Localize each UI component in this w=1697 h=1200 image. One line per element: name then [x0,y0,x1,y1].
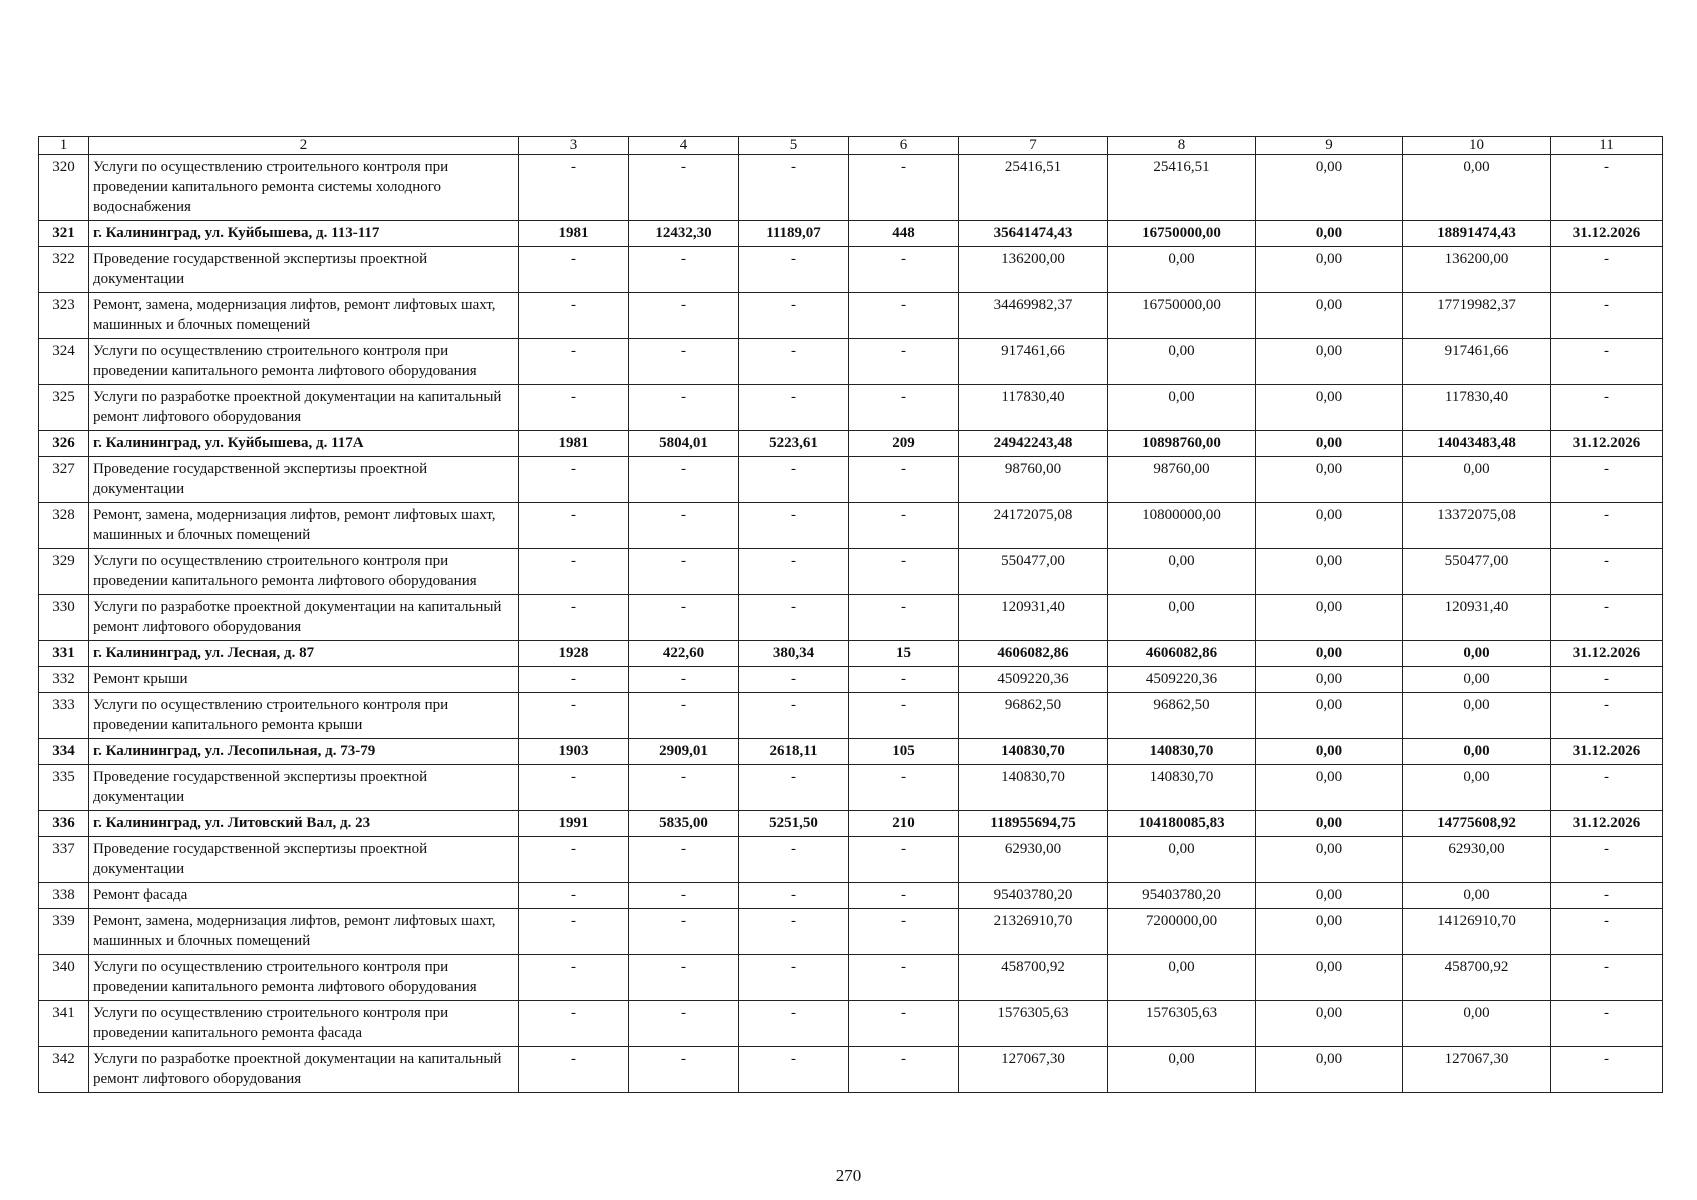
cell-total-area: - [629,549,739,595]
cell-row-number: 336 [39,811,89,837]
cell-work-description: г. Калининград, ул. Куйбышева, д. 117А [89,431,519,457]
cell-budget-cost: 0,00 [1256,595,1403,641]
cell-total-area: 5804,01 [629,431,739,457]
cell-completion-date: - [1551,1047,1663,1093]
cell-total-cost: 458700,92 [959,955,1108,1001]
cell-total-area: - [629,837,739,883]
cell-total-cost: 24942243,48 [959,431,1108,457]
cell-residents: - [849,339,959,385]
cell-living-area: - [739,955,849,1001]
work-item-row [39,503,1663,549]
work-item-row [39,883,1663,909]
header-cell: 6 [849,137,959,155]
cell-work-description: г. Калининград, ул. Литовский Вал, д. 23 [89,811,519,837]
cell-owners-cost: 0,00 [1403,739,1551,765]
work-item-row [39,549,1663,595]
cell-completion-date: - [1551,247,1663,293]
cell-budget-cost: 0,00 [1256,549,1403,595]
cell-total-area: - [629,667,739,693]
register-table [38,136,1663,1093]
header-cell: 11 [1551,137,1663,155]
cell-total-cost: 917461,66 [959,339,1108,385]
cell-fund-cost: 104180085,83 [1108,811,1256,837]
cell-total-cost: 98760,00 [959,457,1108,503]
cell-row-number: 334 [39,739,89,765]
cell-fund-cost: 0,00 [1108,837,1256,883]
cell-fund-cost: 10800000,00 [1108,503,1256,549]
cell-total-area: - [629,909,739,955]
cell-fund-cost: 16750000,00 [1108,293,1256,339]
cell-budget-cost: 0,00 [1256,1047,1403,1093]
cell-total-area: 5835,00 [629,811,739,837]
cell-living-area: - [739,837,849,883]
cell-row-number: 326 [39,431,89,457]
cell-row-number: 338 [39,883,89,909]
cell-completion-date: 31.12.2026 [1551,811,1663,837]
cell-completion-date: - [1551,503,1663,549]
header-cell: 8 [1108,137,1256,155]
cell-year-built: - [519,837,629,883]
cell-living-area: - [739,155,849,221]
cell-owners-cost: 18891474,43 [1403,221,1551,247]
cell-residents: - [849,155,959,221]
cell-owners-cost: 127067,30 [1403,1047,1551,1093]
cell-budget-cost: 0,00 [1256,955,1403,1001]
cell-total-cost: 24172075,08 [959,503,1108,549]
cell-work-description: г. Калининград, ул. Лесопильная, д. 73-79 [89,739,519,765]
cell-work-description: Проведение государственной экспертизы проектной документации [89,247,519,293]
cell-residents: - [849,909,959,955]
cell-fund-cost: 140830,70 [1108,765,1256,811]
cell-living-area: - [739,503,849,549]
cell-row-number: 333 [39,693,89,739]
cell-row-number: 327 [39,457,89,503]
cell-row-number: 322 [39,247,89,293]
cell-budget-cost: 0,00 [1256,1001,1403,1047]
cell-work-description: г. Калининград, ул. Куйбышева, д. 113-117 [89,221,519,247]
work-item-row [39,667,1663,693]
cell-total-area: - [629,595,739,641]
cell-total-area: - [629,247,739,293]
cell-total-area: - [629,955,739,1001]
cell-row-number: 341 [39,1001,89,1047]
cell-total-cost: 118955694,75 [959,811,1108,837]
cell-owners-cost: 0,00 [1403,457,1551,503]
cell-year-built: 1928 [519,641,629,667]
header-cell: 2 [89,137,519,155]
work-item-row [39,339,1663,385]
cell-fund-cost: 0,00 [1108,385,1256,431]
cell-row-number: 320 [39,155,89,221]
cell-budget-cost: 0,00 [1256,667,1403,693]
cell-fund-cost: 0,00 [1108,595,1256,641]
cell-budget-cost: 0,00 [1256,339,1403,385]
cell-budget-cost: 0,00 [1256,837,1403,883]
cell-owners-cost: 13372075,08 [1403,503,1551,549]
cell-living-area: - [739,457,849,503]
cell-residents: - [849,1001,959,1047]
cell-work-description: Услуги по разработке проектной документации на капитальный ремонт лифтового оборудования [89,385,519,431]
cell-row-number: 328 [39,503,89,549]
cell-year-built: - [519,667,629,693]
cell-completion-date: 31.12.2026 [1551,221,1663,247]
cell-year-built: - [519,595,629,641]
cell-completion-date: - [1551,293,1663,339]
cell-owners-cost: 0,00 [1403,667,1551,693]
cell-living-area: - [739,595,849,641]
cell-residents: - [849,837,959,883]
cell-work-description: Ремонт крыши [89,667,519,693]
cell-work-description: Ремонт, замена, модернизация лифтов, ремонт лифтовых шахт, машинных и блочных помещений [89,293,519,339]
cell-owners-cost: 0,00 [1403,155,1551,221]
cell-living-area: - [739,549,849,595]
cell-year-built: 1981 [519,431,629,457]
cell-total-cost: 25416,51 [959,155,1108,221]
cell-year-built: 1981 [519,221,629,247]
cell-total-cost: 34469982,37 [959,293,1108,339]
work-item-row [39,457,1663,503]
cell-year-built: - [519,1047,629,1093]
address-row [39,811,1663,837]
work-item-row [39,155,1663,221]
cell-year-built: - [519,385,629,431]
cell-fund-cost: 96862,50 [1108,693,1256,739]
cell-completion-date: 31.12.2026 [1551,739,1663,765]
cell-total-cost: 4606082,86 [959,641,1108,667]
cell-total-area: - [629,883,739,909]
cell-work-description: Услуги по разработке проектной документации на капитальный ремонт лифтового оборудования [89,1047,519,1093]
cell-owners-cost: 136200,00 [1403,247,1551,293]
cell-completion-date: - [1551,837,1663,883]
work-item-row [39,595,1663,641]
table-body [39,137,1663,1093]
cell-year-built: - [519,693,629,739]
cell-completion-date: 31.12.2026 [1551,431,1663,457]
cell-row-number: 332 [39,667,89,693]
cell-row-number: 324 [39,339,89,385]
work-item-row [39,293,1663,339]
address-row [39,641,1663,667]
cell-row-number: 325 [39,385,89,431]
cell-row-number: 339 [39,909,89,955]
cell-residents: - [849,503,959,549]
cell-work-description: Ремонт фасада [89,883,519,909]
cell-total-cost: 62930,00 [959,837,1108,883]
cell-fund-cost: 25416,51 [1108,155,1256,221]
address-row [39,221,1663,247]
address-row [39,431,1663,457]
cell-total-area: - [629,693,739,739]
cell-owners-cost: 0,00 [1403,641,1551,667]
cell-owners-cost: 0,00 [1403,765,1551,811]
cell-work-description: Ремонт, замена, модернизация лифтов, ремонт лифтовых шахт, машинных и блочных помещений [89,909,519,955]
cell-work-description: Услуги по осуществлению строительного контроля при проведении капитального ремонта крыши [89,693,519,739]
cell-year-built: - [519,339,629,385]
cell-residents: - [849,549,959,595]
cell-owners-cost: 0,00 [1403,693,1551,739]
cell-year-built: - [519,503,629,549]
cell-work-description: Услуги по осуществлению строительного контроля при проведении капитального ремонта лифтового оборудования [89,549,519,595]
cell-fund-cost: 95403780,20 [1108,883,1256,909]
cell-living-area: - [739,1047,849,1093]
cell-completion-date: - [1551,339,1663,385]
cell-completion-date: - [1551,155,1663,221]
work-item-row [39,1047,1663,1093]
cell-year-built: - [519,883,629,909]
cell-residents: 210 [849,811,959,837]
cell-total-area: 12432,30 [629,221,739,247]
cell-total-area: - [629,503,739,549]
cell-living-area: - [739,247,849,293]
cell-fund-cost: 0,00 [1108,1047,1256,1093]
cell-row-number: 321 [39,221,89,247]
cell-owners-cost: 117830,40 [1403,385,1551,431]
cell-owners-cost: 550477,00 [1403,549,1551,595]
cell-row-number: 329 [39,549,89,595]
page-number: 270 [835,1166,862,1185]
cell-completion-date: - [1551,955,1663,1001]
cell-fund-cost: 1576305,63 [1108,1001,1256,1047]
cell-living-area: - [739,667,849,693]
cell-year-built: - [519,765,629,811]
cell-budget-cost: 0,00 [1256,811,1403,837]
cell-year-built: - [519,549,629,595]
cell-row-number: 331 [39,641,89,667]
cell-completion-date: - [1551,883,1663,909]
work-item-row [39,693,1663,739]
cell-budget-cost: 0,00 [1256,693,1403,739]
cell-work-description: Ремонт, замена, модернизация лифтов, ремонт лифтовых шахт, машинных и блочных помещений [89,503,519,549]
cell-year-built: - [519,247,629,293]
cell-residents: - [849,667,959,693]
cell-total-cost: 127067,30 [959,1047,1108,1093]
cell-owners-cost: 0,00 [1403,883,1551,909]
cell-total-area: - [629,765,739,811]
cell-budget-cost: 0,00 [1256,293,1403,339]
cell-completion-date: - [1551,765,1663,811]
column-number-header-row [39,137,1663,155]
cell-year-built: - [519,457,629,503]
work-item-row [39,955,1663,1001]
cell-row-number: 323 [39,293,89,339]
cell-living-area: - [739,765,849,811]
cell-total-cost: 140830,70 [959,739,1108,765]
cell-budget-cost: 0,00 [1256,883,1403,909]
cell-completion-date: - [1551,385,1663,431]
cell-owners-cost: 917461,66 [1403,339,1551,385]
work-item-row [39,247,1663,293]
work-item-row [39,385,1663,431]
cell-budget-cost: 0,00 [1256,431,1403,457]
cell-owners-cost: 17719982,37 [1403,293,1551,339]
cell-row-number: 330 [39,595,89,641]
cell-total-cost: 21326910,70 [959,909,1108,955]
cell-row-number: 340 [39,955,89,1001]
header-cell: 5 [739,137,849,155]
cell-total-area: 422,60 [629,641,739,667]
cell-total-cost: 35641474,43 [959,221,1108,247]
cell-budget-cost: 0,00 [1256,221,1403,247]
cell-budget-cost: 0,00 [1256,385,1403,431]
header-cell: 4 [629,137,739,155]
cell-owners-cost: 458700,92 [1403,955,1551,1001]
cell-completion-date: 31.12.2026 [1551,641,1663,667]
cell-residents: - [849,765,959,811]
cell-completion-date: - [1551,595,1663,641]
cell-budget-cost: 0,00 [1256,503,1403,549]
work-item-row [39,909,1663,955]
cell-owners-cost: 14775608,92 [1403,811,1551,837]
cell-living-area: - [739,1001,849,1047]
header-cell: 9 [1256,137,1403,155]
cell-living-area: - [739,339,849,385]
cell-fund-cost: 10898760,00 [1108,431,1256,457]
cell-total-area: - [629,155,739,221]
cell-year-built: - [519,909,629,955]
cell-work-description: г. Калининград, ул. Лесная, д. 87 [89,641,519,667]
cell-total-area: - [629,457,739,503]
cell-residents: - [849,247,959,293]
cell-completion-date: - [1551,457,1663,503]
cell-total-cost: 140830,70 [959,765,1108,811]
cell-row-number: 335 [39,765,89,811]
cell-living-area: - [739,293,849,339]
cell-completion-date: - [1551,693,1663,739]
cell-living-area: - [739,909,849,955]
cell-residents: - [849,595,959,641]
cell-budget-cost: 0,00 [1256,739,1403,765]
header-cell: 1 [39,137,89,155]
cell-work-description: Услуги по осуществлению строительного контроля при проведении капитального ремонта системы холодного водоснабжения [89,155,519,221]
cell-owners-cost: 62930,00 [1403,837,1551,883]
cell-total-area: - [629,385,739,431]
cell-owners-cost: 0,00 [1403,1001,1551,1047]
cell-living-area: - [739,883,849,909]
cell-total-cost: 136200,00 [959,247,1108,293]
cell-work-description: Услуги по осуществлению строительного контроля при проведении капитального ремонта лифтового оборудования [89,955,519,1001]
work-item-row [39,765,1663,811]
cell-work-description: Услуги по разработке проектной документации на капитальный ремонт лифтового оборудования [89,595,519,641]
cell-living-area: 5251,50 [739,811,849,837]
cell-living-area: 11189,07 [739,221,849,247]
cell-fund-cost: 98760,00 [1108,457,1256,503]
cell-living-area: 380,34 [739,641,849,667]
cell-row-number: 337 [39,837,89,883]
cell-owners-cost: 14126910,70 [1403,909,1551,955]
cell-residents: 15 [849,641,959,667]
cell-budget-cost: 0,00 [1256,457,1403,503]
work-item-row [39,837,1663,883]
cell-year-built: 1991 [519,811,629,837]
cell-residents: 448 [849,221,959,247]
cell-work-description: Проведение государственной экспертизы проектной документации [89,765,519,811]
cell-residents: - [849,293,959,339]
cell-total-cost: 117830,40 [959,385,1108,431]
cell-budget-cost: 0,00 [1256,641,1403,667]
cell-living-area: 5223,61 [739,431,849,457]
cell-work-description: Услуги по осуществлению строительного контроля при проведении капитального ремонта лифтового оборудования [89,339,519,385]
header-cell: 10 [1403,137,1551,155]
cell-total-area: - [629,1001,739,1047]
cell-year-built: - [519,155,629,221]
cell-fund-cost: 0,00 [1108,549,1256,595]
cell-living-area: - [739,693,849,739]
cell-completion-date: - [1551,1001,1663,1047]
header-cell: 3 [519,137,629,155]
cell-residents: - [849,883,959,909]
cell-owners-cost: 120931,40 [1403,595,1551,641]
cell-residents: - [849,457,959,503]
cell-total-area: 2909,01 [629,739,739,765]
cell-residents: - [849,955,959,1001]
cell-fund-cost: 7200000,00 [1108,909,1256,955]
cell-completion-date: - [1551,549,1663,595]
cell-completion-date: - [1551,909,1663,955]
cell-year-built: - [519,293,629,339]
cell-fund-cost: 0,00 [1108,339,1256,385]
cell-total-area: - [629,1047,739,1093]
cell-fund-cost: 0,00 [1108,247,1256,293]
cell-year-built: - [519,955,629,1001]
address-row [39,739,1663,765]
cell-total-area: - [629,339,739,385]
cell-living-area: 2618,11 [739,739,849,765]
cell-budget-cost: 0,00 [1256,155,1403,221]
cell-total-cost: 96862,50 [959,693,1108,739]
cell-work-description: Проведение государственной экспертизы проектной документации [89,457,519,503]
cell-residents: - [849,385,959,431]
cell-fund-cost: 4606082,86 [1108,641,1256,667]
cell-completion-date: - [1551,667,1663,693]
cell-fund-cost: 0,00 [1108,955,1256,1001]
cell-budget-cost: 0,00 [1256,247,1403,293]
cell-total-cost: 120931,40 [959,595,1108,641]
cell-work-description: Проведение государственной экспертизы проектной документации [89,837,519,883]
cell-total-area: - [629,293,739,339]
cell-fund-cost: 16750000,00 [1108,221,1256,247]
cell-fund-cost: 4509220,36 [1108,667,1256,693]
cell-residents: - [849,693,959,739]
cell-residents: 105 [849,739,959,765]
cell-total-cost: 550477,00 [959,549,1108,595]
cell-row-number: 342 [39,1047,89,1093]
cell-year-built: 1903 [519,739,629,765]
cell-budget-cost: 0,00 [1256,909,1403,955]
cell-year-built: - [519,1001,629,1047]
cell-owners-cost: 14043483,48 [1403,431,1551,457]
cell-residents: 209 [849,431,959,457]
cell-total-cost: 95403780,20 [959,883,1108,909]
cell-budget-cost: 0,00 [1256,765,1403,811]
cell-fund-cost: 140830,70 [1108,739,1256,765]
cell-work-description: Услуги по осуществлению строительного контроля при проведении капитального ремонта фасада [89,1001,519,1047]
header-cell: 7 [959,137,1108,155]
cell-residents: - [849,1047,959,1093]
cell-living-area: - [739,385,849,431]
cell-total-cost: 1576305,63 [959,1001,1108,1047]
work-item-row [39,1001,1663,1047]
cell-total-cost: 4509220,36 [959,667,1108,693]
